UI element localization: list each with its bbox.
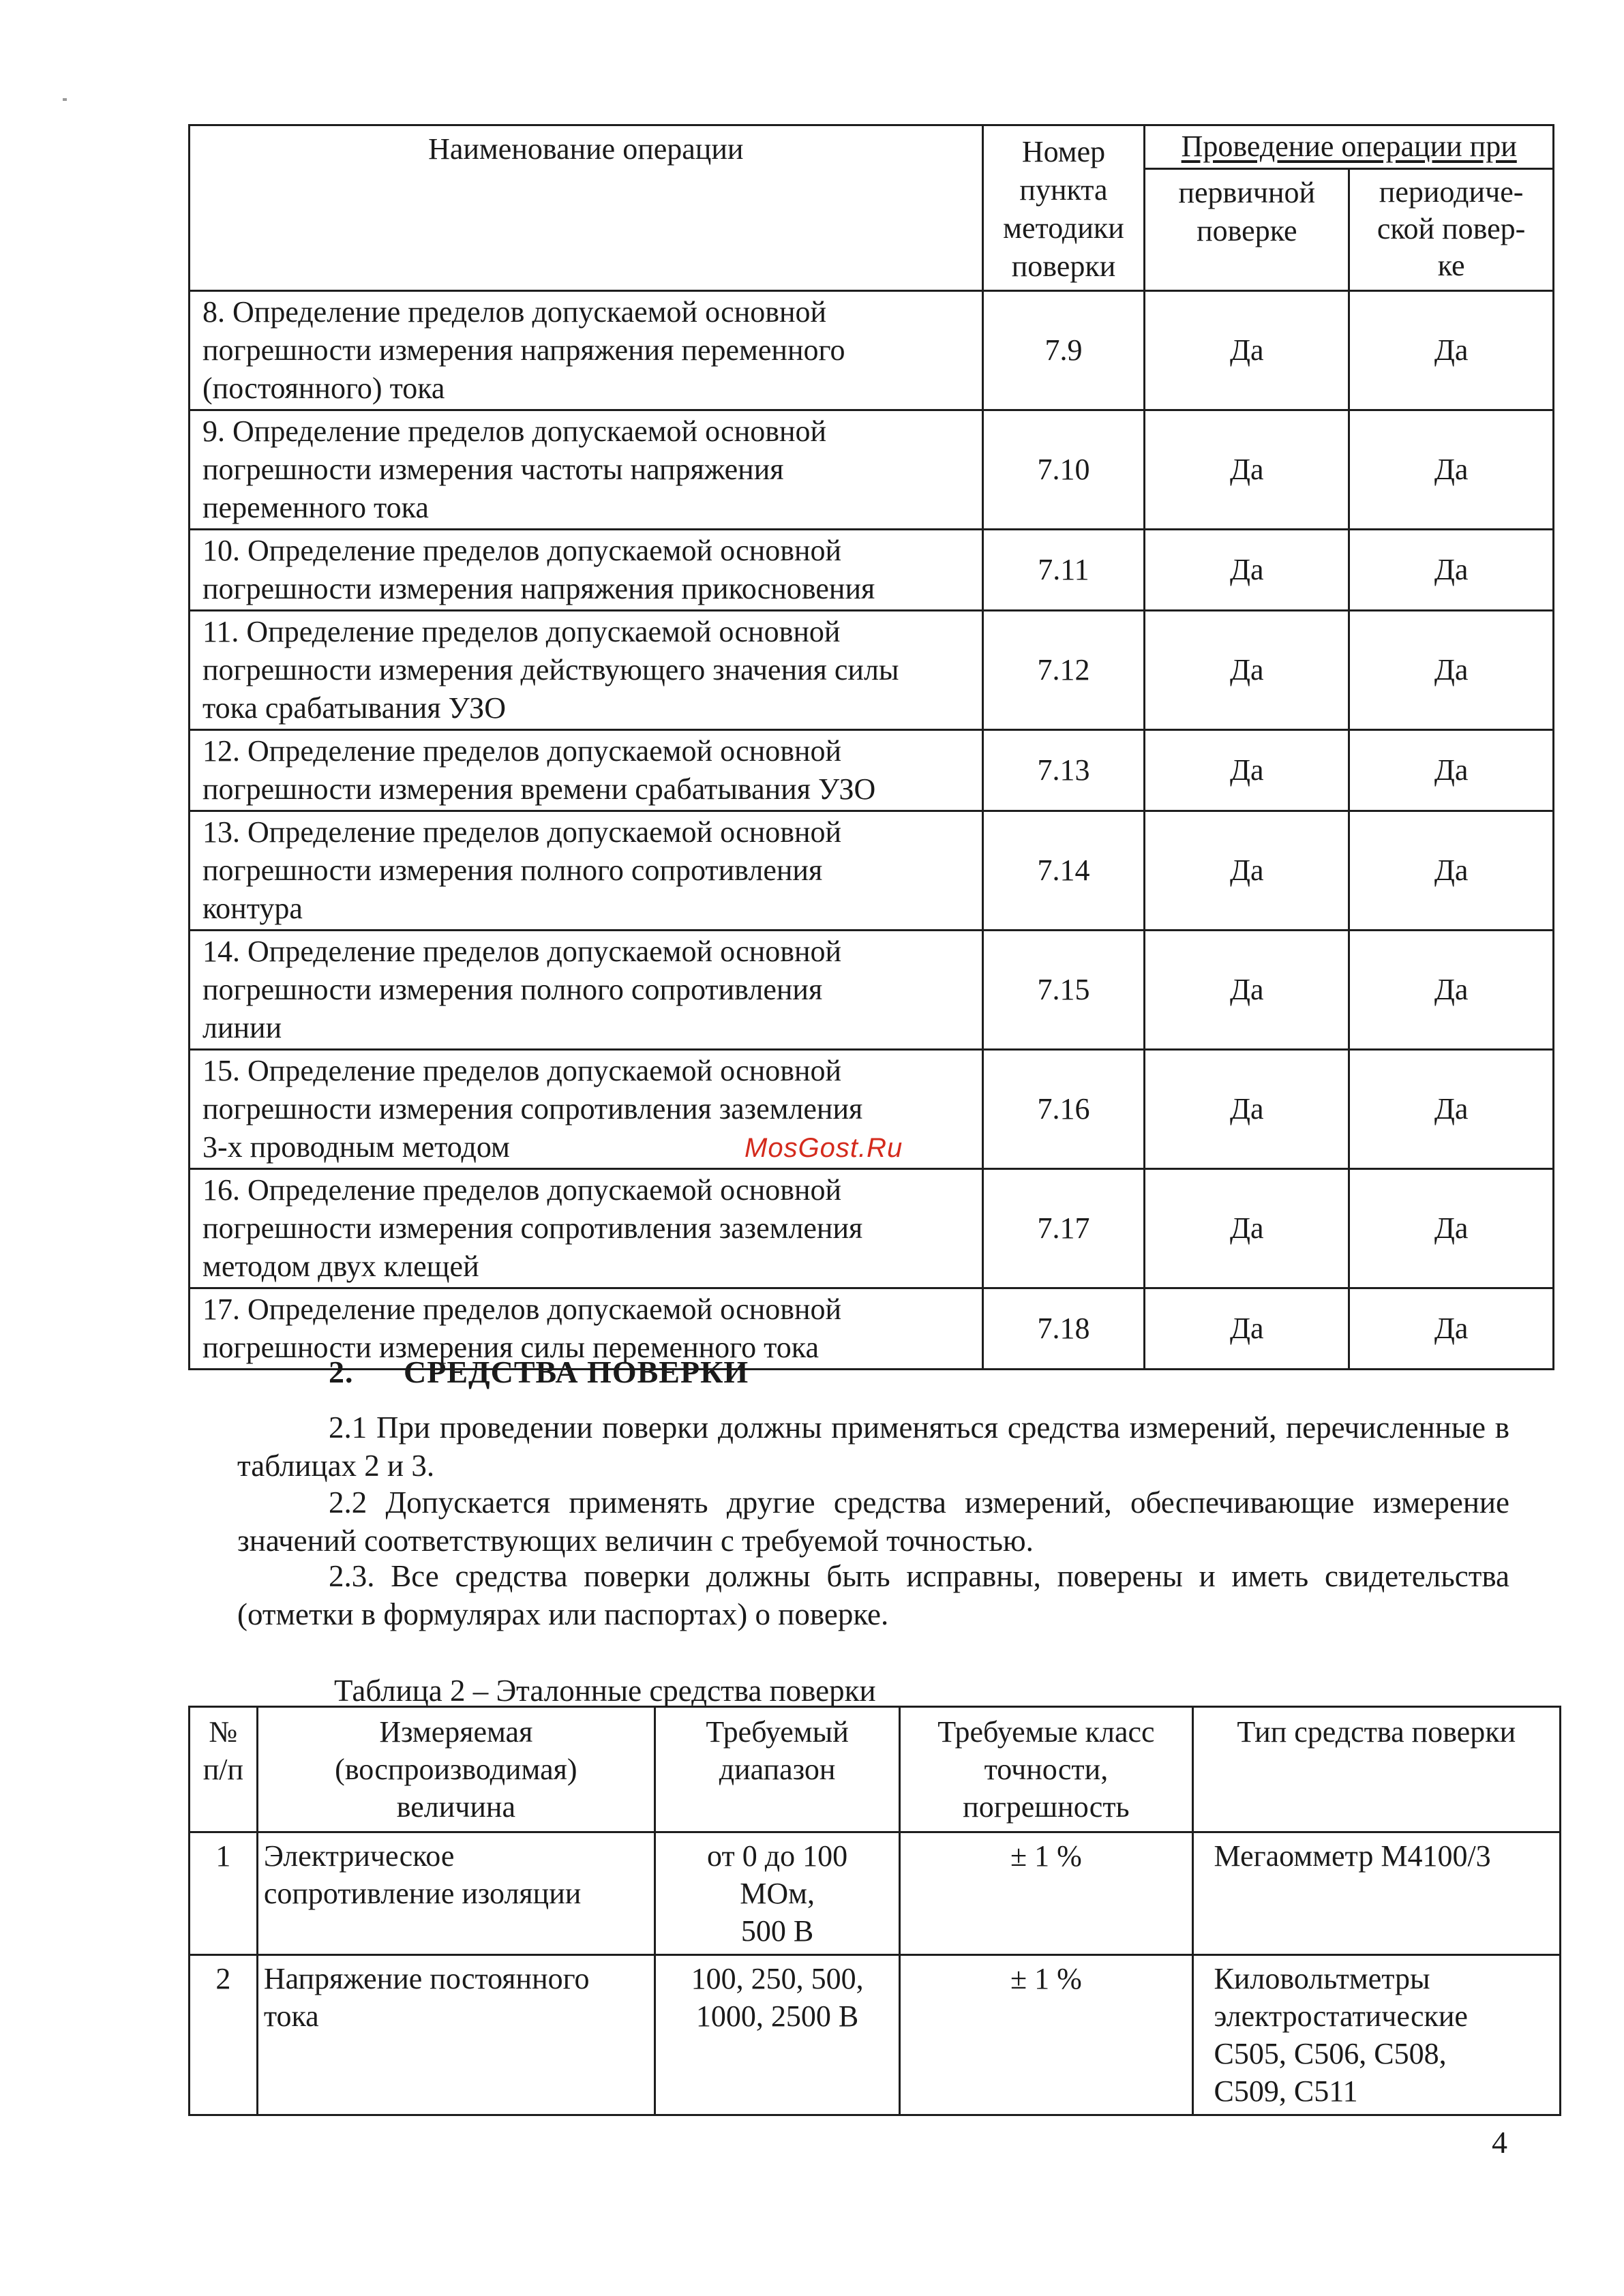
table-row [190, 931, 1554, 1050]
operation-name [190, 291, 983, 410]
name-line: 11. Определение пределов допускаемой основной [202, 615, 841, 648]
method-number: 7.18 [982, 1288, 1145, 1370]
cell-line: тока [263, 1999, 319, 2033]
header-conduct-label: Проведение операции при [1181, 130, 1517, 163]
method-number: 7.10 [982, 410, 1145, 530]
name-line: погрешности измерения сопротивления заземления [202, 1092, 863, 1126]
type-cell [1192, 1832, 1560, 1955]
method-number: 7.14 [982, 811, 1145, 931]
header-primary: первичной поверке [1145, 168, 1349, 290]
name-line: погрешности измерения времени срабатывания УЗО [202, 772, 876, 806]
reference-standards-table [188, 1706, 1561, 2116]
method-number: 7.12 [982, 611, 1145, 730]
primary-check: Да [1145, 1288, 1349, 1370]
header-quantity [257, 1707, 655, 1832]
table-row [190, 530, 1554, 611]
header-line: п/п [202, 1753, 244, 1786]
periodic-check: Да [1349, 811, 1554, 931]
scan-artifact [63, 98, 67, 101]
name-line: линии [202, 1011, 282, 1044]
name-line: 12. Определение пределов допускаемой основной [202, 734, 842, 768]
accuracy-cell: ± 1 % [900, 1832, 1192, 1955]
header-number [190, 1707, 258, 1832]
primary-check: Да [1145, 730, 1349, 811]
operation-name [190, 931, 983, 1050]
name-line: погрешности измерения полного сопротивления [202, 854, 823, 887]
cell-line: Напряжение постоянного [263, 1962, 590, 1995]
paragraph: 2.2 Допускается применять другие средства измерений, обеспечивающие измерение значений соответствующих величин с требуемой точностью. [237, 1485, 1509, 1558]
operation-name [190, 611, 983, 730]
name-line: методом двух клещей [202, 1250, 479, 1283]
cell-line: сопротивление изоляции [263, 1877, 582, 1910]
operation-name [190, 530, 983, 611]
table-row [190, 410, 1554, 530]
table-row [190, 1832, 1561, 1955]
table-row [190, 811, 1554, 931]
name-line: погрешности измерения силы переменного тока [202, 1331, 819, 1364]
header-line: диапазон [719, 1753, 836, 1786]
cell-line: С509, С511 [1214, 2074, 1358, 2108]
section-title: СРЕДСТВА ПОВЕРКИ [404, 1355, 749, 1389]
primary-check: Да [1145, 931, 1349, 1050]
name-line: 9. Определение пределов допускаемой основной [202, 414, 827, 448]
name-line: 17. Определение пределов допускаемой основной [202, 1293, 842, 1326]
cell-line: 100, 250, 500, [691, 1962, 864, 1995]
range-cell [655, 1832, 899, 1955]
operation-name [190, 730, 983, 811]
name-line: 8. Определение пределов допускаемой основной [202, 295, 827, 329]
primary-check: Да [1145, 611, 1349, 730]
method-number: 7.15 [982, 931, 1145, 1050]
name-line: тока срабатывания УЗО [202, 691, 506, 725]
row-number: 2 [190, 1955, 258, 2115]
quantity-cell [257, 1955, 655, 2115]
quantity-cell [257, 1832, 655, 1955]
header-conduct [1145, 125, 1554, 169]
primary-check: Да [1145, 530, 1349, 611]
periodic-check: Да [1349, 1169, 1554, 1288]
name-line: контура [202, 892, 303, 925]
name-line: 10. Определение пределов допускаемой основной [202, 534, 842, 567]
header-line: погрешность [963, 1790, 1130, 1824]
method-number: 7.11 [982, 530, 1145, 611]
row-number: 1 [190, 1832, 258, 1955]
cell-line: МОм, [740, 1877, 815, 1910]
primary-check: Да [1145, 291, 1349, 410]
cell-line: С505, С506, С508, [1214, 2037, 1447, 2070]
table-row [190, 1169, 1554, 1288]
method-number: 7.13 [982, 730, 1145, 811]
name-line: (постоянного) тока [202, 372, 445, 405]
periodic-check: Да [1349, 530, 1554, 611]
method-number: 7.16 [982, 1050, 1145, 1169]
operation-name [190, 1169, 983, 1288]
paragraph: 2.3. Все средства поверки должны быть исправны, поверены и иметь свидетельства (отметки в формулярах или паспортах) о поверке. [237, 1559, 1509, 1631]
name-line: 14. Определение пределов допускаемой основной [202, 935, 842, 968]
table-caption: Таблица 2 – Эталонные средства поверки [334, 1674, 876, 1708]
header-method-number: Номер пункта методики поверки [982, 125, 1145, 291]
cell-line: от 0 до 100 [707, 1839, 848, 1873]
periodic-check: Да [1349, 291, 1554, 410]
primary-check: Да [1145, 1169, 1349, 1288]
name-line: 15. Определение пределов допускаемой основной [202, 1054, 842, 1087]
header-line: № [209, 1715, 238, 1749]
header-periodic [1349, 168, 1554, 290]
name-line: погрешности измерения полного сопротивления [202, 973, 823, 1006]
method-number: 7.17 [982, 1169, 1145, 1288]
header-periodic-line: периодиче- [1379, 175, 1524, 209]
operation-name [190, 410, 983, 530]
header-accuracy [900, 1707, 1192, 1832]
name-line: погрешности измерения действующего значения силы [202, 653, 899, 686]
header-operation-name: Наименование операции [190, 125, 983, 291]
accuracy-cell: ± 1 % [900, 1955, 1192, 2115]
table-row [190, 611, 1554, 730]
cell-line: Киловольтметры [1214, 1962, 1430, 1995]
periodic-check: Да [1349, 931, 1554, 1050]
name-line: погрешности измерения частоты напряжения [202, 453, 784, 486]
cell-line: Мегаомметр М4100/3 [1214, 1839, 1491, 1873]
header-line: Требуемый [706, 1715, 849, 1749]
name-line: погрешности измерения напряжения прикосновения [202, 572, 875, 605]
name-line: 16. Определение пределов допускаемой основной [202, 1173, 842, 1207]
watermark: MosGost.Ru [745, 1133, 903, 1163]
periodic-check: Да [1349, 1288, 1554, 1370]
primary-check: Да [1145, 811, 1349, 931]
name-line: 13. Определение пределов допускаемой основной [202, 815, 842, 849]
table-row [190, 1955, 1561, 2115]
primary-check: Да [1145, 410, 1349, 530]
header-line: величина [396, 1790, 515, 1824]
header-range [655, 1707, 899, 1832]
type-cell [1192, 1955, 1560, 2115]
periodic-check: Да [1349, 611, 1554, 730]
cell-line: Электрическое [263, 1839, 455, 1873]
page-number: 4 [1492, 2125, 1507, 2160]
header-line: Измеряемая [379, 1715, 533, 1749]
header-line: точности, [984, 1753, 1109, 1786]
name-line: переменного тока [202, 491, 429, 524]
range-cell [655, 1955, 899, 2115]
method-number: 7.9 [982, 291, 1145, 410]
operation-name [190, 811, 983, 931]
operations-table [188, 124, 1554, 1370]
periodic-check: Да [1349, 1050, 1554, 1169]
name-line: 3-х проводным методом [202, 1130, 510, 1164]
name-line: погрешности измерения напряжения переменного [202, 333, 845, 367]
table-row [190, 730, 1554, 811]
header-line: Требуемые класс [937, 1715, 1155, 1749]
primary-check: Да [1145, 1050, 1349, 1169]
name-line: погрешности измерения сопротивления заземления [202, 1211, 863, 1245]
section-heading [329, 1354, 749, 1390]
header-periodic-line: ской повер- [1377, 211, 1526, 245]
cell-line: электростатические [1214, 1999, 1468, 2033]
cell-line: 1000, 2500 В [695, 1999, 859, 2033]
header-line: (воспроизводимая) [335, 1753, 577, 1786]
header-periodic-line: ке [1437, 248, 1465, 282]
periodic-check: Да [1349, 410, 1554, 530]
periodic-check: Да [1349, 730, 1554, 811]
paragraph: 2.1 При проведении поверки должны применяться средства измерений, перечисленные в таблицах 2 и 3. [237, 1410, 1509, 1483]
section-number: 2. [329, 1355, 354, 1389]
cell-line: 500 В [740, 1914, 814, 1948]
table-row [190, 291, 1554, 410]
header-type: Тип средства поверки [1192, 1707, 1560, 1832]
